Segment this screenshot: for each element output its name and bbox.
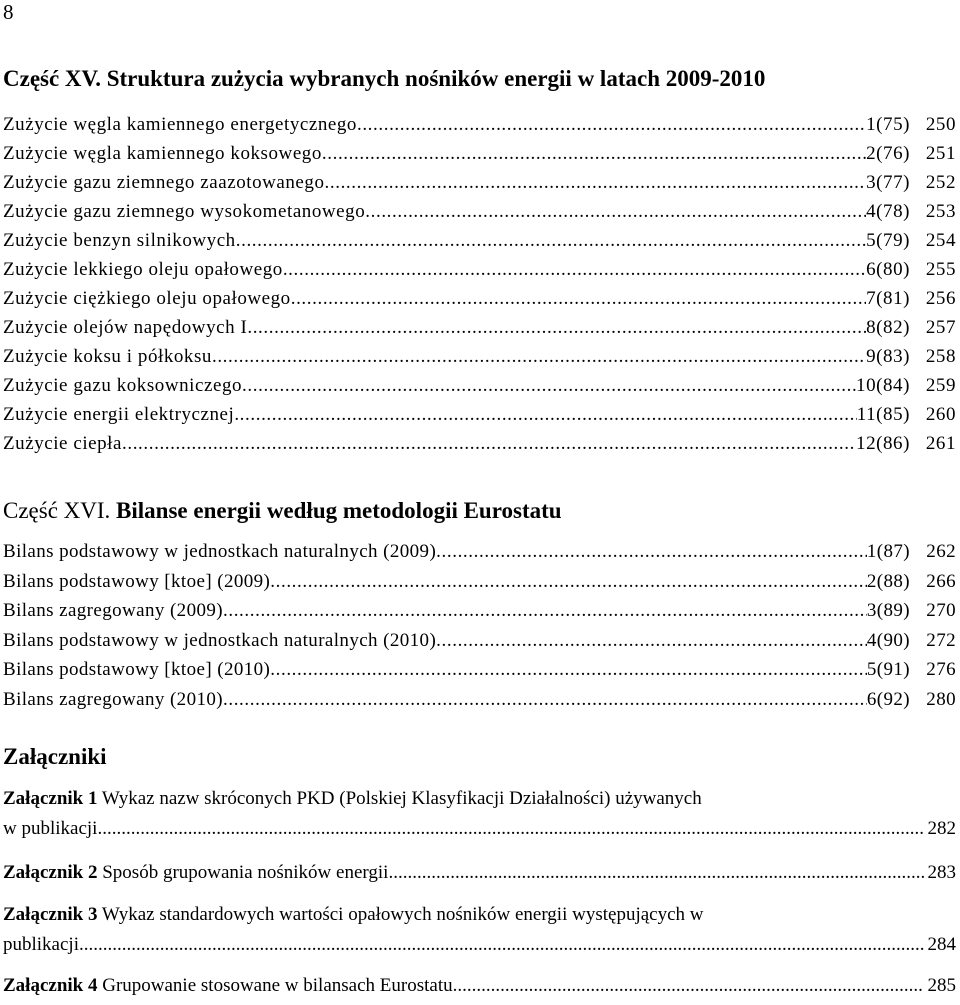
toc-entry-label: Zużycie ciepła	[3, 433, 122, 454]
attachment-page: 285	[927, 975, 956, 996]
attachment-lead: Załącznik 1	[3, 788, 98, 809]
toc-page-number: 251	[925, 143, 956, 164]
toc-leader	[223, 689, 867, 711]
toc-table-number: 1(87)	[866, 541, 910, 562]
attachment-lead: Załącznik 3	[3, 904, 98, 925]
attachment-page: 283	[927, 862, 956, 883]
toc-entry[interactable]	[3, 375, 956, 404]
toc-leader	[212, 346, 866, 368]
toc-entry-label: Zużycie gazu ziemnego zaazotowanego	[3, 172, 325, 193]
toc-entry-label: Bilans zagregowany (2010)	[3, 688, 223, 710]
toc-page-number: 270	[926, 600, 956, 621]
attachment-cont: publikacji	[3, 934, 79, 955]
toc-leader	[325, 172, 867, 194]
part-title-text: Bilanse energii według metodologii Eurostatu	[110, 498, 562, 523]
section-title-part15: Część XV. Struktura zużycia wybranych nośników energii w latach 2009-2010	[3, 66, 766, 91]
toc-page-number: 253	[925, 201, 956, 222]
toc-table-number: 11(85)	[856, 404, 910, 425]
toc-leader	[236, 230, 866, 252]
toc-entry[interactable]	[3, 317, 956, 346]
toc-page-number: 257	[925, 317, 956, 338]
toc-entry-label: Bilans zagregowany (2009)	[3, 600, 223, 621]
toc-table-number: 5(79)	[866, 230, 910, 251]
toc-entry[interactable]	[3, 571, 956, 601]
toc-entry-label: Zużycie olejów napędowych I	[3, 317, 248, 338]
toc-page-number: 261	[925, 433, 956, 454]
attachment-cont: w publikacji	[3, 818, 98, 839]
toc-table-number: 1(75)	[866, 114, 910, 135]
attachment-lead: Załącznik 2	[3, 862, 98, 883]
toc-entry-label: Bilans podstawowy w jednostkach naturalnych (2009)	[3, 541, 437, 562]
toc-leader	[283, 259, 866, 281]
toc-page-number: 280	[926, 688, 956, 710]
attachment-4[interactable]	[3, 975, 956, 1005]
toc-leader	[247, 317, 866, 339]
toc-entry[interactable]	[3, 541, 956, 571]
toc-entry-label: Zużycie energii elektrycznej	[3, 404, 235, 425]
toc-table-number: 9(83)	[866, 346, 910, 367]
toc-page-number: 258	[925, 346, 956, 367]
toc-entry[interactable]	[3, 201, 956, 230]
toc-entry[interactable]	[3, 346, 956, 375]
toc-list-part15	[3, 114, 956, 462]
attachment-text: Wykaz standardowych wartości opałowych nośników energii występujących w	[101, 904, 704, 925]
toc-entry[interactable]	[3, 600, 956, 630]
toc-entry[interactable]	[3, 288, 956, 317]
toc-table-number: 10(84)	[856, 375, 910, 396]
toc-entry[interactable]	[3, 114, 956, 143]
attachment-3[interactable]	[3, 904, 956, 964]
toc-entry-label: Zużycie benzyn silnikowych	[3, 230, 236, 251]
toc-leader	[322, 143, 866, 165]
toc-page-number: 272	[926, 629, 956, 651]
toc-table-number: 2(88)	[866, 570, 910, 592]
toc-leader	[291, 288, 866, 310]
toc-leader	[453, 975, 924, 997]
toc-table-number: 3(89)	[866, 600, 910, 621]
toc-leader	[79, 934, 924, 956]
toc-entry-label: Zużycie ciężkiego oleju opałowego	[3, 288, 291, 309]
toc-leader	[436, 630, 867, 652]
page-number: 8	[3, 0, 14, 24]
toc-entry[interactable]	[3, 659, 956, 689]
toc-leader	[365, 201, 866, 223]
toc-entry[interactable]	[3, 143, 956, 172]
toc-entry-label: Zużycie koksu i półkoksu	[3, 346, 212, 367]
toc-leader	[388, 862, 923, 884]
toc-page-number: 252	[925, 172, 956, 193]
toc-entry-label: Zużycie węgla kamiennego koksowego	[3, 143, 322, 164]
toc-entry-label: Zużycie lekkiego oleju opałowego	[3, 259, 283, 280]
toc-leader	[223, 600, 867, 622]
toc-entry-label: Zużycie gazu koksowniczego	[3, 375, 243, 396]
toc-entry-label: Bilans podstawowy w jednostkach naturalnych (2010)	[3, 629, 437, 651]
toc-table-number: 6(92)	[866, 688, 910, 710]
toc-entry[interactable]	[3, 404, 956, 433]
attachment-page: 284	[927, 934, 956, 955]
toc-leader	[242, 375, 856, 397]
toc-page-number: 276	[926, 659, 956, 680]
toc-table-number: 7(81)	[866, 288, 910, 309]
toc-table-number: 3(77)	[866, 172, 910, 193]
toc-entry[interactable]	[3, 230, 956, 259]
toc-entry[interactable]	[3, 259, 956, 288]
toc-table-number: 6(80)	[866, 259, 910, 280]
toc-page-number: 260	[925, 404, 956, 425]
attachment-2[interactable]	[3, 862, 956, 892]
toc-page-number: 250	[925, 114, 956, 135]
toc-leader	[122, 433, 856, 455]
toc-table-number: 12(86)	[856, 433, 910, 454]
toc-entry-label: Bilans podstawowy [ktoe] (2010)	[3, 659, 271, 680]
attachments-heading: Załączniki	[3, 744, 107, 769]
toc-leader	[97, 818, 923, 840]
toc-table-number: 4(78)	[866, 201, 910, 222]
toc-table-number: 8(82)	[866, 317, 910, 338]
toc-entry[interactable]	[3, 172, 956, 201]
toc-entry-label: Zużycie węgla kamiennego energetycznego	[3, 114, 357, 135]
toc-entry-label: Bilans podstawowy [ktoe] (2009)	[3, 570, 271, 592]
toc-page-number: 254	[925, 230, 956, 251]
toc-leader	[234, 404, 856, 426]
toc-page-number: 262	[926, 541, 956, 562]
toc-table-number: 2(76)	[866, 143, 910, 164]
attachment-page: 282	[927, 818, 956, 839]
toc-leader	[270, 659, 867, 681]
toc-page-number: 255	[925, 259, 956, 280]
toc-table-number: 5(91)	[866, 659, 910, 680]
section-title-part16	[3, 498, 562, 524]
toc-entry[interactable]	[3, 433, 956, 462]
toc-entry[interactable]	[3, 689, 956, 719]
toc-page-number: 256	[925, 288, 956, 309]
attachment-1[interactable]	[3, 788, 956, 848]
attachment-text: Sposób grupowania nośników energii	[102, 862, 389, 883]
toc-table-number: 4(90)	[866, 629, 910, 651]
attachment-text: Grupowanie stosowane w bilansach Eurostatu	[102, 975, 453, 996]
toc-leader	[357, 114, 866, 136]
attachment-text: Wykaz nazw skróconych PKD (Polskiej Klasyfikacji Działalności) używanych	[101, 788, 702, 809]
toc-list-part16	[3, 541, 956, 718]
toc-leader	[270, 571, 867, 593]
toc-page-number: 259	[925, 375, 956, 396]
toc-entry[interactable]	[3, 630, 956, 660]
part-label: Część XVI.	[3, 498, 111, 523]
toc-page-number: 266	[926, 570, 956, 592]
toc-entry-label: Zużycie gazu ziemnego wysokometanowego	[3, 201, 366, 222]
attachment-lead: Załącznik 4	[3, 975, 98, 996]
toc-leader	[436, 541, 867, 563]
